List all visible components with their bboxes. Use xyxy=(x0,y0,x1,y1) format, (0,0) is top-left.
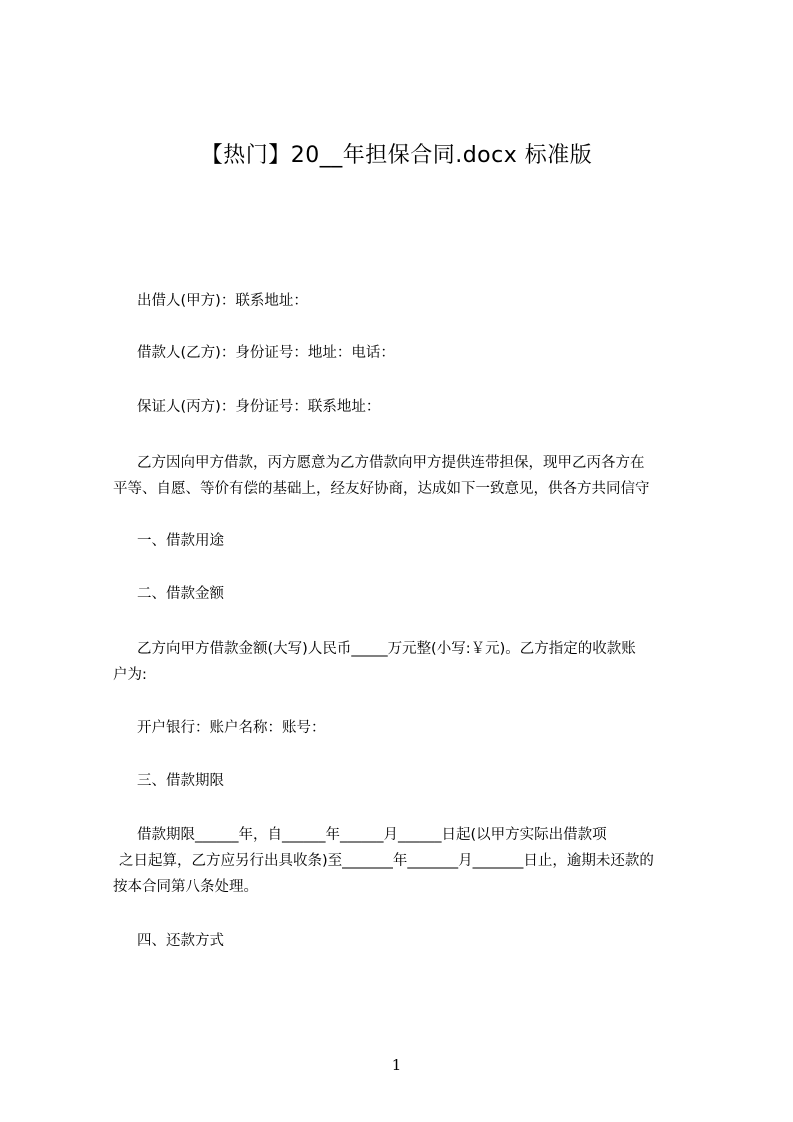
bank-account-line: 开户银行：账户名称：账号： xyxy=(137,720,326,736)
term-row: 之日起算，乙方应另行出具收条)至_______年_______月_______日止，逾期未还款的 xyxy=(119,853,654,869)
borrower-line: 借款人(乙方)：身份证号：地址：电话： xyxy=(137,345,395,361)
term-paragraph xyxy=(113,822,703,900)
page-number: 1 xyxy=(391,1056,402,1074)
amount-row: 户为: xyxy=(113,667,147,683)
term-row: 借款期限______年，自______年______月______日起(以甲方实际出借款项 xyxy=(137,827,607,843)
section-heading-purpose: 一、借款用途 xyxy=(137,533,224,549)
amount-paragraph xyxy=(113,636,703,688)
guarantor-line: 保证人(丙方)：身份证号：联系地址： xyxy=(137,399,381,415)
lender-line: 出借人(甲方)：联系地址： xyxy=(137,293,308,309)
document-title: 【热门】20__年担保合同.docx 标准版 xyxy=(200,143,593,168)
section-heading-repayment: 四、还款方式 xyxy=(137,933,224,949)
section-heading-amount: 二、借款金额 xyxy=(137,586,224,602)
amount-row: 乙方向甲方借款金额(大写)人民币_____万元整(小写:￥元)。乙方指定的收款账 xyxy=(137,641,636,657)
intro-paragraph xyxy=(113,450,703,502)
section-heading-term: 三、借款期限 xyxy=(137,773,224,789)
intro-row: 乙方因向甲方借款，丙方愿意为乙方借款向甲方提供连带担保，现甲乙丙各方在 xyxy=(137,455,645,471)
term-row: 按本合同第八条处理。 xyxy=(113,879,258,895)
intro-row: 平等、自愿、等价有偿的基础上，经友好协商，达成如下一致意见，供各方共同信守 xyxy=(113,481,650,497)
